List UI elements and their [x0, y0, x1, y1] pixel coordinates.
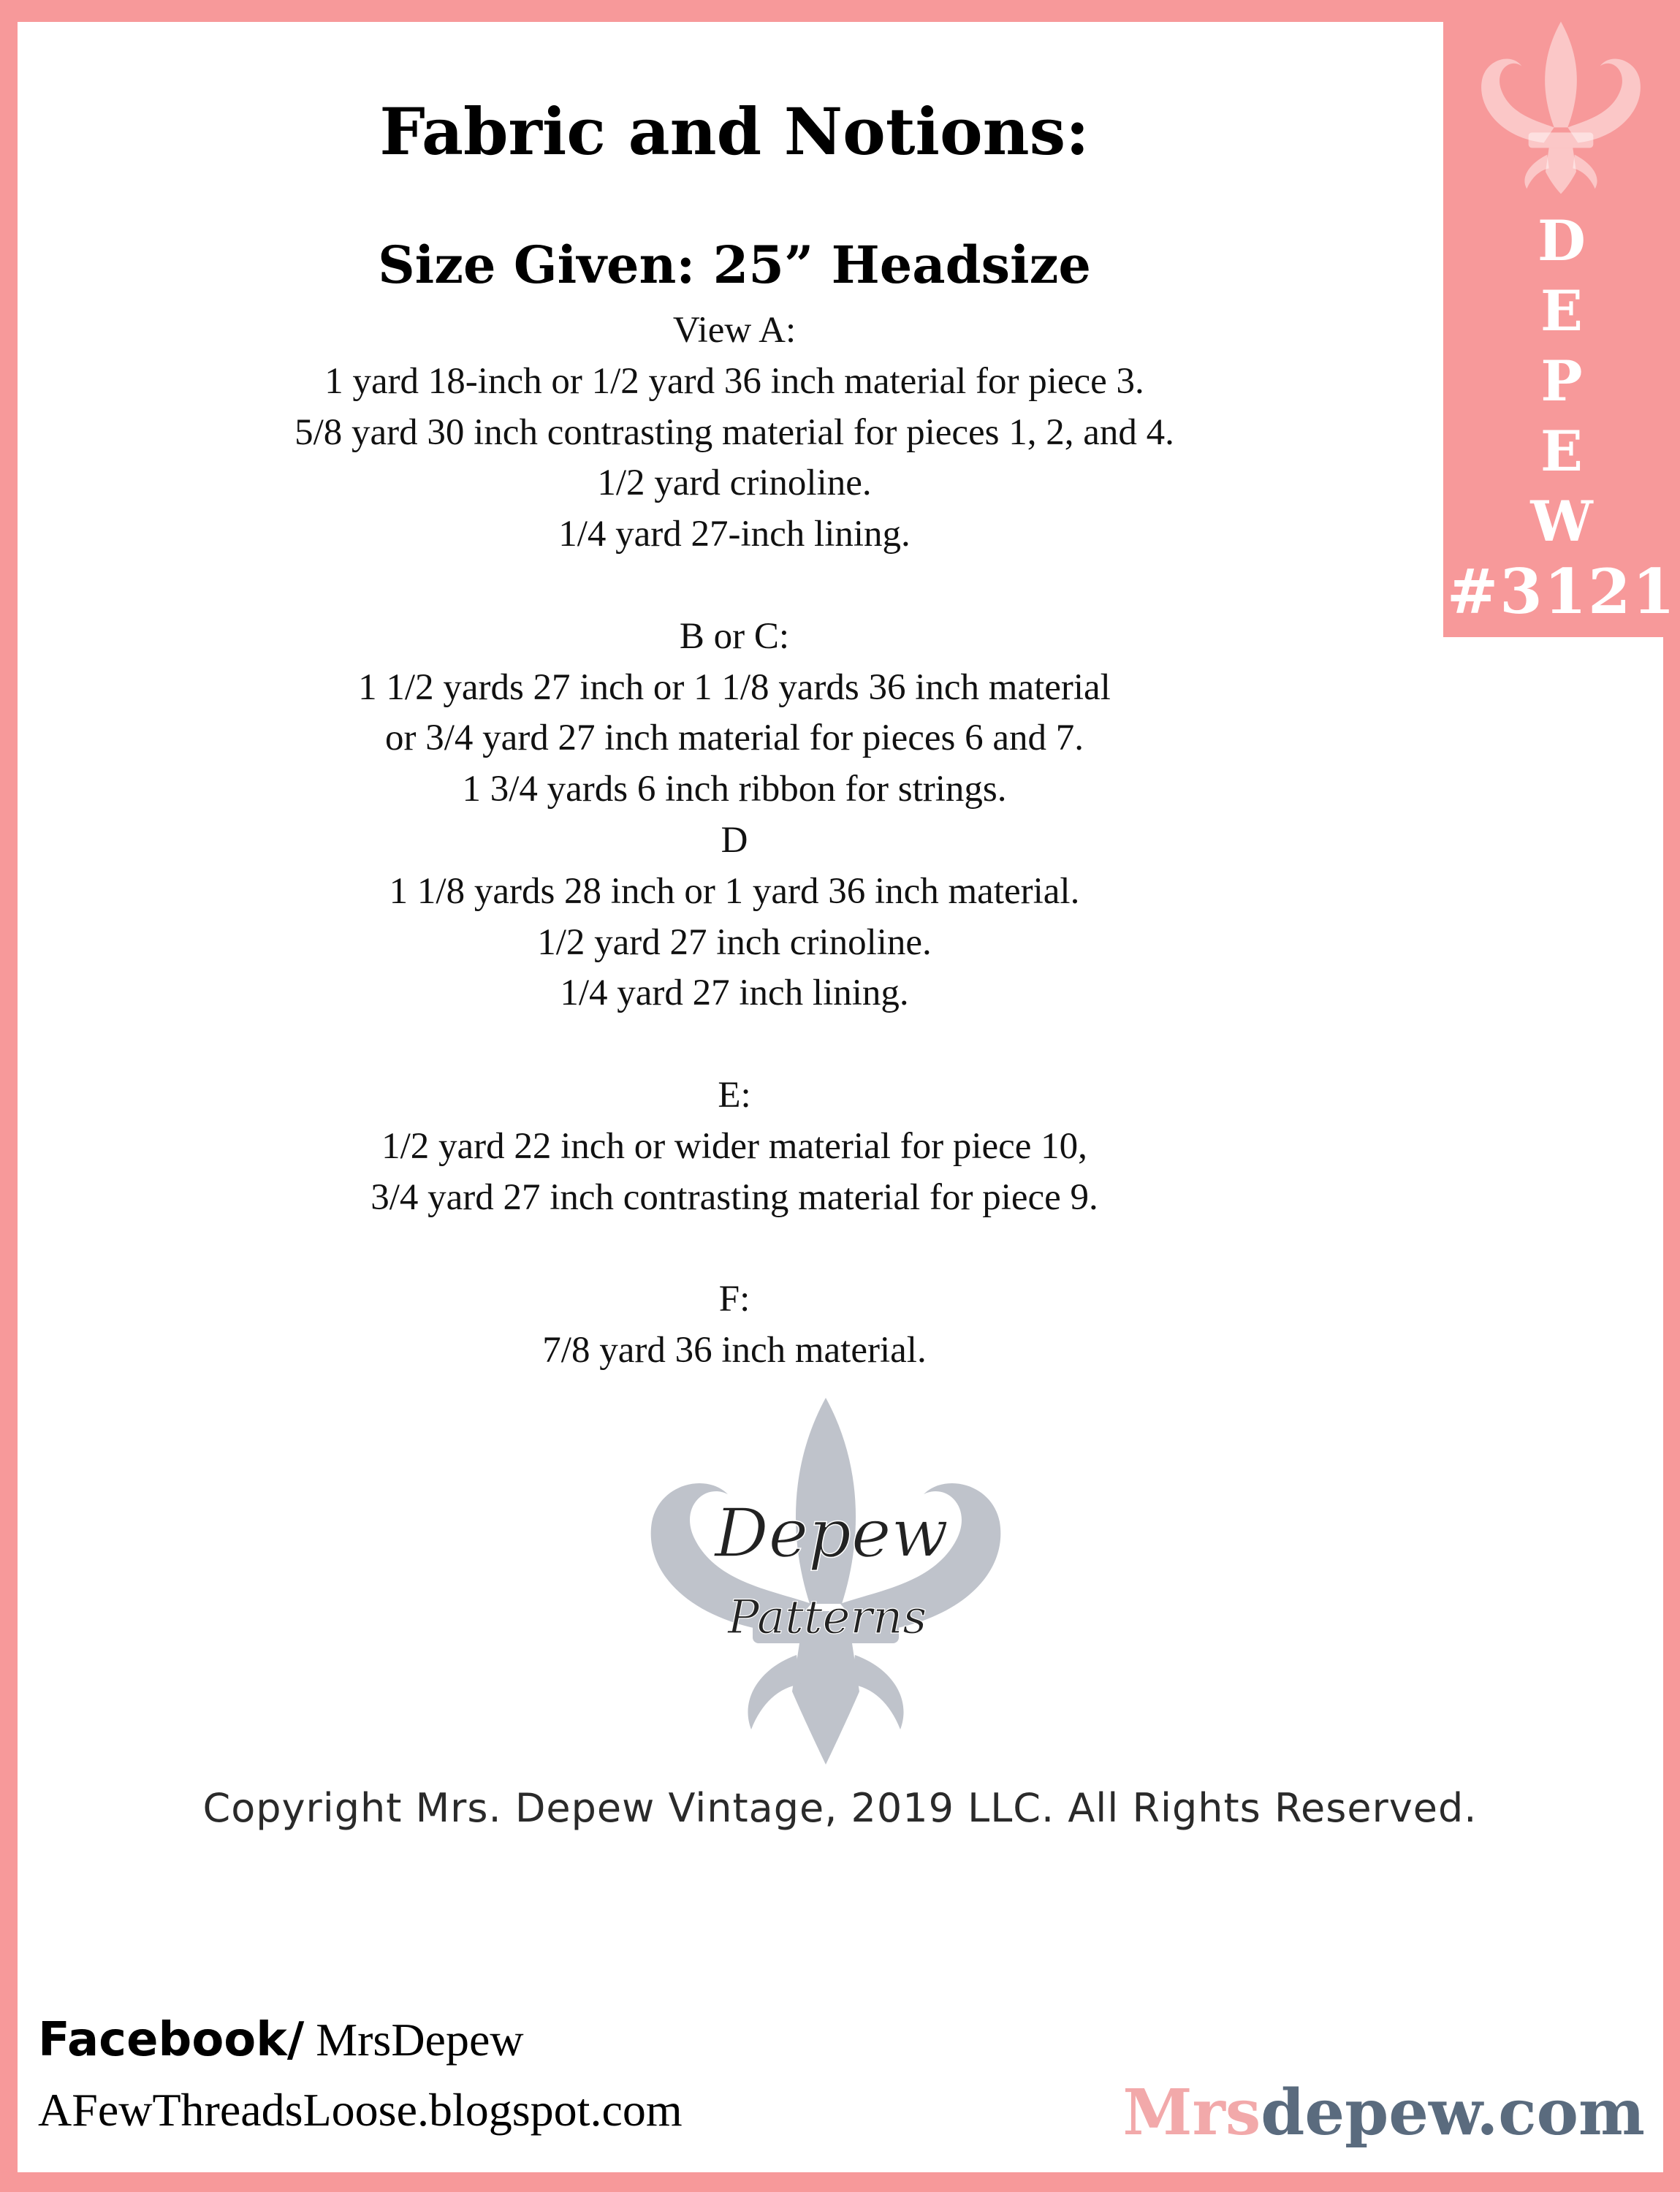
requirement-line: 1/2 yard 22 inch or wider material for piece 10, — [381, 1125, 1087, 1167]
copyright-notice: Copyright Mrs. Depew Vintage, 2019 LLC. All Rights Reserved. — [202, 1785, 1478, 1831]
requirement-line: 1 1/8 yards 28 inch or 1 yard 36 inch material. — [389, 870, 1080, 912]
brand-letter: E — [1540, 278, 1583, 343]
size-heading: Size Given: 25” Headsize — [378, 235, 1091, 295]
requirement-line: 5/8 yard 30 inch contrasting material for pieces 1, 2, and 4. — [294, 411, 1174, 453]
requirement-line: 1/4 yard 27-inch lining. — [558, 514, 911, 555]
facebook-label: Facebook/ — [38, 2013, 305, 2067]
brand-vertical-letters — [1443, 206, 1680, 557]
website-part-depew: depew.com — [1261, 2076, 1645, 2150]
requirement-line — [0, 560, 1469, 612]
page-title: Fabric and Notions: — [379, 94, 1090, 170]
requirement-line: or 3/4 yard 27 inch material for pieces 6 and 7. — [385, 718, 1084, 759]
requirement-line: 1 1/2 yards 27 inch or 1 1/8 yards 36 inch material — [358, 666, 1111, 708]
requirement-line — [0, 1223, 1469, 1274]
brand-letter: D — [1538, 208, 1586, 273]
requirement-line: 1/2 yard crinoline. — [597, 463, 872, 504]
website-part-mrs: Mrs — [1122, 2076, 1261, 2150]
logo-text-patterns: Patterns — [727, 1591, 927, 1645]
facebook-handle: MrsDepew — [304, 2014, 524, 2066]
requirement-line: 1 3/4 yards 6 inch ribbon for strings. — [462, 769, 1007, 810]
brand-letter: W — [1530, 489, 1593, 554]
brand-letter: E — [1540, 419, 1583, 484]
fabric-requirements — [0, 305, 1469, 1377]
brand-letter: P — [1540, 349, 1583, 414]
requirement-line: 3/4 yard 27 inch contrasting material for piece 9. — [370, 1176, 1098, 1218]
logo-text-depew: Depew — [714, 1494, 949, 1572]
requirement-line: D — [721, 819, 748, 861]
requirement-line: View A: — [672, 310, 797, 351]
website-link[interactable] — [1122, 2077, 1645, 2150]
depew-patterns-logo — [643, 1392, 1008, 1772]
requirement-line: 1 yard 18-inch or 1/2 yard 36 inch material for piece 3. — [324, 360, 1144, 402]
blog-link[interactable]: AFewThreadsLoose.blogspot.com — [38, 2084, 683, 2136]
pattern-number: #3121 — [1446, 555, 1677, 628]
requirement-line: 1/2 yard 27 inch crinoline. — [537, 921, 932, 963]
requirement-line: F: — [718, 1279, 750, 1320]
requirement-line: 7/8 yard 36 inch material. — [542, 1329, 927, 1371]
side-panel — [1443, 0, 1680, 637]
requirement-line: B or C: — [679, 615, 790, 657]
fleur-de-lis-icon — [651, 1398, 1001, 1765]
requirement-line — [0, 1019, 1469, 1070]
fleur-de-lis-icon — [1473, 18, 1649, 197]
facebook-link[interactable] — [38, 2011, 524, 2070]
requirement-line: 1/4 yard 27 inch lining. — [560, 973, 909, 1014]
requirement-line: E: — [718, 1074, 751, 1116]
